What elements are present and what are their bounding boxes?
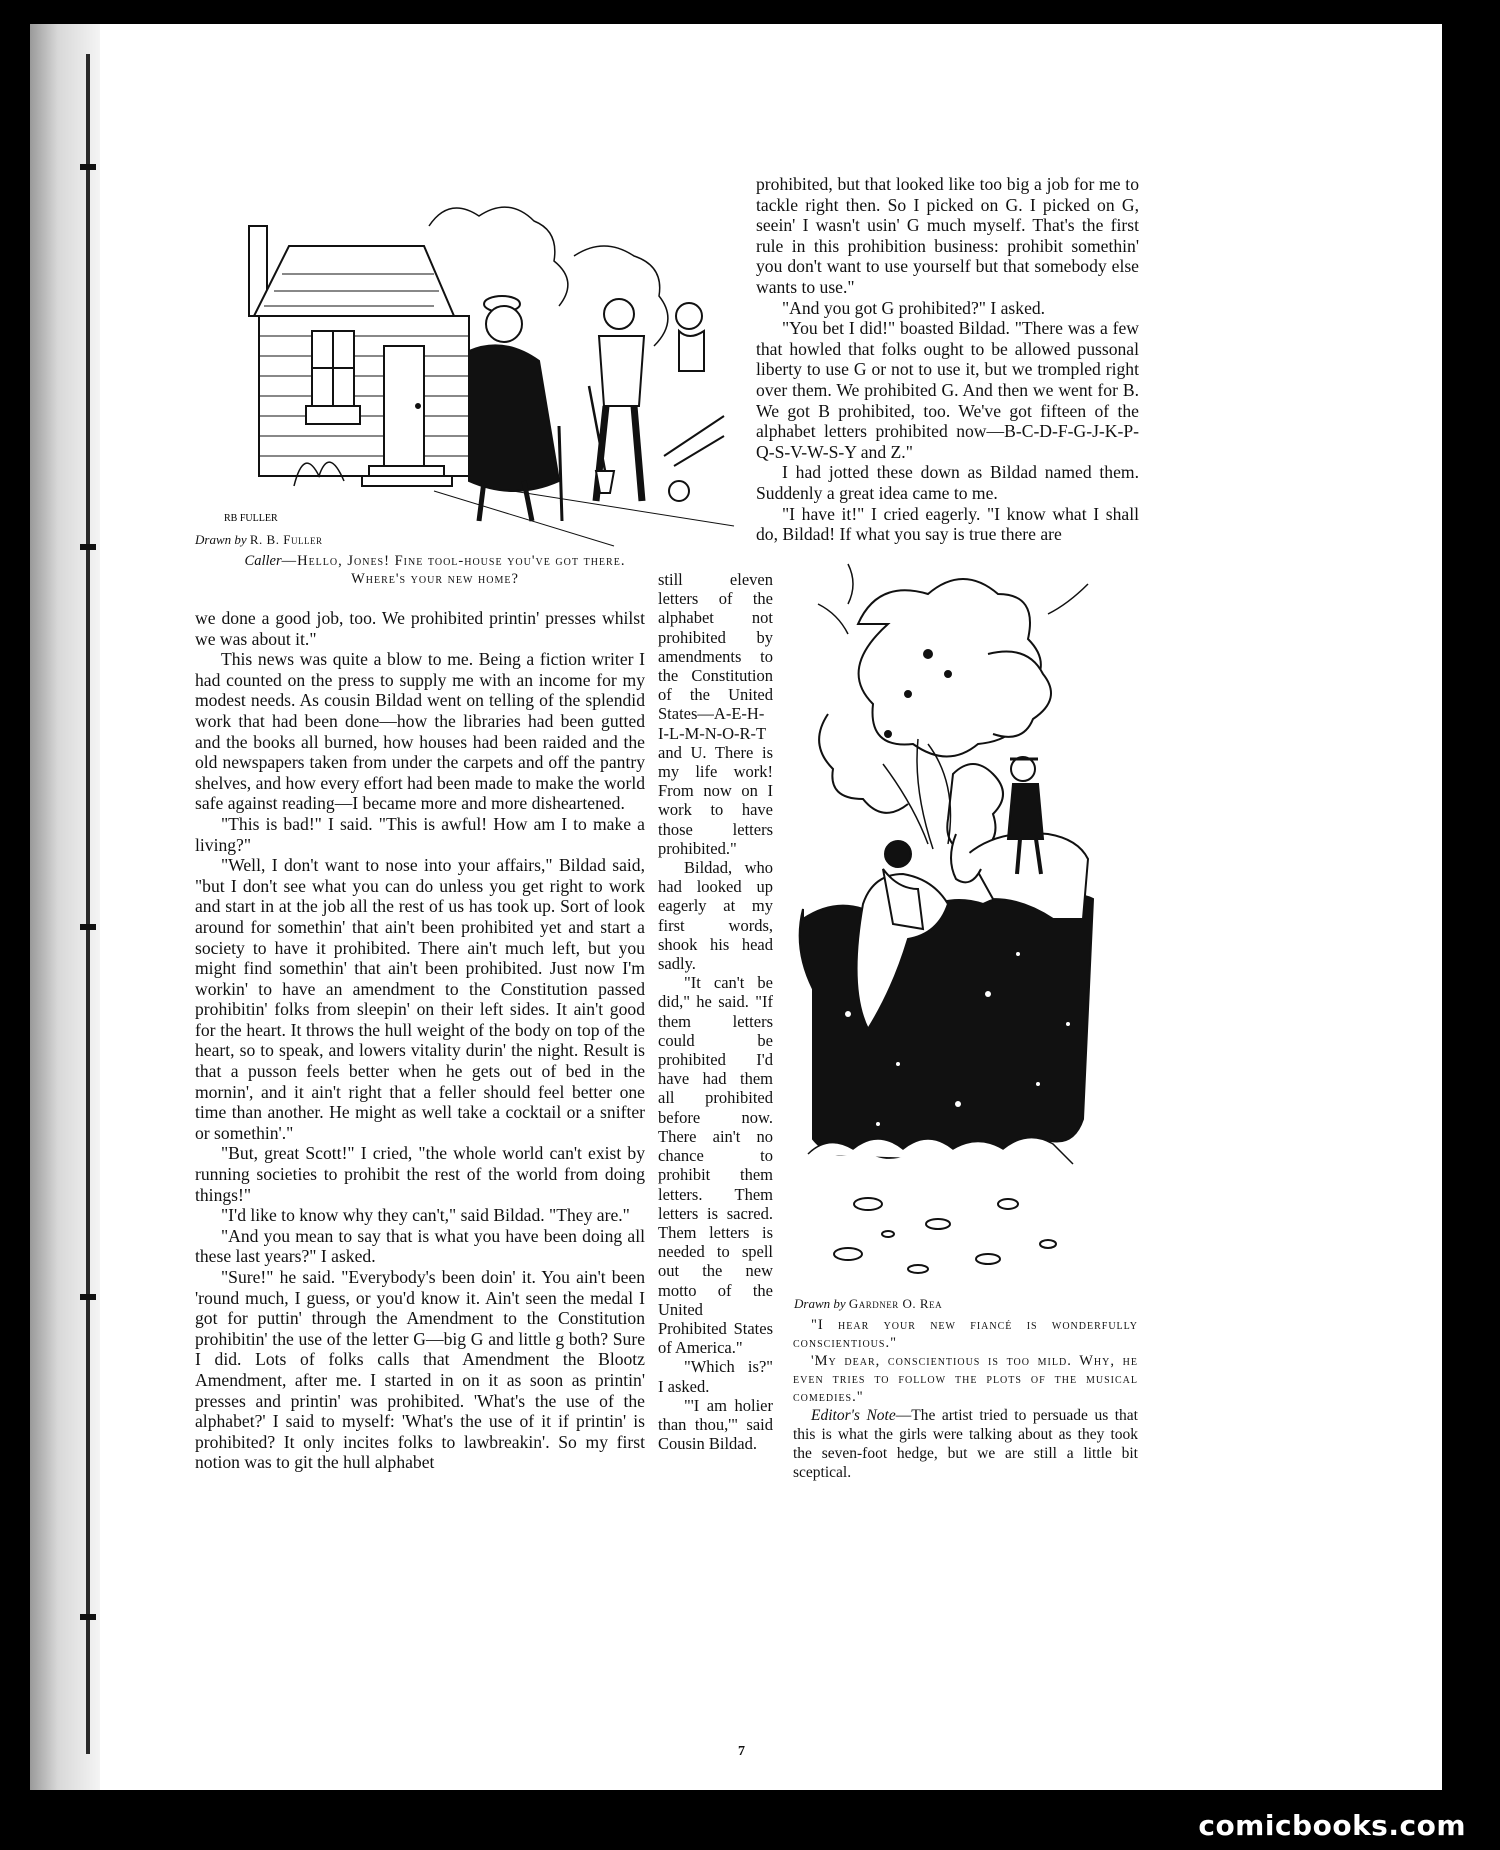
paragraph: "And you got G prohibited?" I asked. <box>782 297 1046 318</box>
caption-speaker: Caller <box>244 553 282 569</box>
paragraph: "Which is?" I asked. <box>658 1357 773 1396</box>
credit-name: R. B. Fuller <box>249 532 323 547</box>
page-number: 7 <box>738 1744 745 1759</box>
caption-line: 'My dear, conscientious is too mild. Why, he even tries to follow the plots of the musical comedies." <box>793 1353 1138 1405</box>
magazine-page <box>30 24 1442 1790</box>
credit-prefix: Drawn by <box>195 532 247 547</box>
paragraph: "Sure!" he said. "Everybody's been doin' it. You ain't been 'round much, I guess, or you'd know it. Ain't seen the medal I got for puttin' through the Amendment to the Constitution prohibitin' the use of the letter G—big G and little g both? Sure I did. Lots of folks calls that Amendment the Blootz Amendment, after me. I started in on it as soon as printin' presses and printin' was prohibited. 'What's the use of the alphabet?' I said to myself: 'What's the use of it if printin' is prohibited? It only incites folks to lawbreakin'. So my first notion was to git the hull alphabet <box>195 1267 645 1473</box>
paragraph: prohibited, but that looked like too big a job for me to tackle right then. So I picked on G. I picked on G, seein' I wasn't usin' G much myself. That's the first rule in this prohibition business: prohibit somethin' you don't want to use yourself but that somebody else wants to use." <box>756 174 1139 297</box>
paragraph: "Well, I don't want to nose into your affairs," Bildad said, "but I don't see what you can do unless you get right to work and start in at the job all the rest of us has took up. Sort of look around for somethin' that ain't been prohibited yet and start a society to have it prohibited. There ain't much left, but you might find somethin' that ain't been prohibited. Just now I'm workin' to have an amendment to the Constitution passed prohibitin' folks from sleepin' on their left sides. It ain't good for the heart. It throws the hull weight of the body on top of the heart, so to speak, and lowers vitality durin' the night. Result is that a pusson feels better when he gets out of bed in the mornin', and it ain't right that a feller should feel better one time than another. He might as well take a cocktail or a snifter or somethin'." <box>195 855 645 1143</box>
paragraph: "And you mean to say that is what you have been doing all these last years?" I asked. <box>195 1225 645 1267</box>
paragraph: "'I am holier than thou,'" said Cousin Bildad. <box>658 1395 773 1454</box>
paragraph: "But, great Scott!" I cried, "the whole world can't exist by running societies to prohibit the rest of the world from doing things!" <box>195 1143 645 1205</box>
paragraph: "You bet I did!" boasted Bildad. "There was a few that howled that folks ought to be allowed pussonal liberty to use G or not to use it, but we trompled right over them. We prohibited G. And then we went for B. We got B prohibited, too. We've got fifteen of the alphabet letters prohibited now—B-C-D-F-G-J-K-P-Q-S-V-W-S-Y and Z." <box>756 318 1139 462</box>
column-left <box>195 608 645 1473</box>
paragraph: Bildad, who had looked up eagerly at my first words, shook his head sadly. <box>658 858 773 974</box>
paragraph: "This is bad!" I said. "This is awful! How am I to make a living?" <box>195 813 645 855</box>
paragraph: "It can't be did," he said. "If them letters could be prohibited I'd have had them all prohibited before now. There ain't no chance to prohibit them letters. Them letters is sacred. Them letters is needed to spell out the new motto of the United Prohibited States of America." <box>658 973 773 1358</box>
paragraph: we done a good job, too. We prohibited printin' presses whilst we was about it." <box>195 608 645 649</box>
right-illustration-credit <box>794 1296 942 1312</box>
paragraph: "I'd like to know why they can't," said Bildad. "They are." <box>221 1205 630 1226</box>
right-illustration-caption <box>793 1316 1138 1482</box>
binding-gutter <box>30 24 100 1790</box>
editors-note <box>793 1406 1138 1482</box>
artist-signature: RB FULLER <box>224 513 278 524</box>
site-watermark: comicbooks.com <box>1198 1809 1466 1842</box>
column-right-top <box>756 174 1139 545</box>
paragraph: This news was quite a blow to me. Being a fiction writer I had counted on the press to supply me with an income for my modest needs. As cousin Bildad went on telling of the splendid work that had been done—how the libraries had been gutted and the books all burned, how houses had been raided and the old newspapers taken from under the carpets and off the pantry shelves, and how every effort had been made to make the world safe against reading—I became more and more disheartened. <box>195 649 645 814</box>
top-illustration-credit <box>195 532 322 548</box>
caption-text: —Hello, Jones! Fine tool-house you've got there. Where's your new home? <box>281 553 626 587</box>
paragraph: still eleven letters of the alphabet not prohibited by amendments to the Constitution of the United States—A-E-H-I-L-M-N-O-R-T and U. There is my life work! From now on I work to have those letters prohibited." <box>658 570 773 858</box>
caption-line: "I hear your new fiancé is wonderfully conscientious." <box>793 1317 1138 1351</box>
paragraph: "I have it!" I cried eagerly. "I know what I shall do, Bildad! If what you say is true there are <box>756 503 1139 545</box>
horse-riders-illustration <box>788 564 1133 1284</box>
credit-name: Gardner O. Rea <box>848 1296 943 1311</box>
paragraph: I had jotted these down as Bildad named them. Suddenly a great idea came to me. <box>756 462 1139 503</box>
top-illustration-caption <box>235 552 635 588</box>
column-narrow <box>658 570 773 1453</box>
editors-note-text: —The artist tried to persuade us that this is what the girls were talking about as they took the seven-foot hedge, but we are still a little bit sceptical. <box>793 1407 1138 1481</box>
editors-note-label: Editor's Note <box>811 1407 896 1424</box>
credit-prefix: Drawn by <box>794 1296 846 1311</box>
tool-house-illustration <box>194 196 739 546</box>
